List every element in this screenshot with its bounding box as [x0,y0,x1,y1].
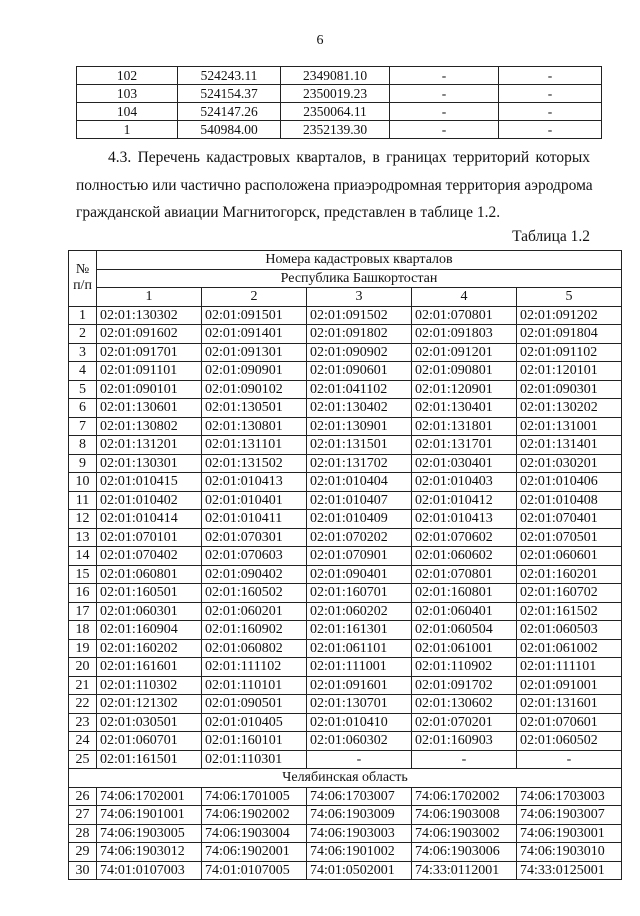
cadastral-number: 02:01:091602 [97,325,202,344]
cadastral-number: 02:01:010404 [307,473,412,492]
cadastral-number: 02:01:090902 [307,343,412,362]
row-number: 28 [69,824,97,843]
cadastral-number: 02:01:090501 [202,695,307,714]
row-number-header-label: № п/п [73,262,92,294]
cadastral-number: 02:01:010407 [307,491,412,510]
cadastral-number: 02:01:160903 [412,732,517,751]
cadastral-number: 02:01:060701 [97,732,202,751]
cadastral-number: 02:01:160902 [202,621,307,640]
row-number: 1 [69,306,97,325]
column-number: 4 [412,288,517,307]
cadastral-number: 02:01:130302 [97,306,202,325]
cadastral-number: 02:01:110902 [412,658,517,677]
cadastral-number: 02:01:111101 [517,658,622,677]
row-number: 5 [69,380,97,399]
cadastral-number: 02:01:131401 [517,436,622,455]
cadastral-number: 02:01:130601 [97,399,202,418]
cadastral-number: 74:06:1903007 [517,806,622,825]
cadastral-number: 02:01:010413 [202,473,307,492]
cadastral-number: 02:01:090301 [517,380,622,399]
table-title-header: Номера кадастровых кварталов [97,251,622,270]
cadastral-number: 74:06:1902002 [202,806,307,825]
cadastral-number: 02:01:091102 [517,343,622,362]
row-number: 10 [69,473,97,492]
coordinates-cell: - [499,121,602,139]
cadastral-number: 74:06:1903010 [517,843,622,862]
cadastral-number: 02:01:110301 [202,750,307,769]
coordinates-cell: 102 [77,67,178,85]
cadastral-number: 02:01:070301 [202,528,307,547]
cadastral-number: 74:06:1903006 [412,843,517,862]
cadastral-number: 02:01:091401 [202,325,307,344]
cadastral-number: 74:01:0107003 [97,861,202,880]
table-row [69,417,622,436]
region-header: Республика Башкортостан [97,269,622,288]
coordinates-row [77,103,602,121]
cadastral-number: 02:01:010403 [412,473,517,492]
row-number: 18 [69,621,97,640]
coordinates-cell: 540984.00 [178,121,281,139]
cadastral-number: 74:06:1903002 [412,824,517,843]
cadastral-number: 02:01:010401 [202,491,307,510]
cadastral-number: 02:01:091501 [202,306,307,325]
table-row [69,639,622,658]
cadastral-number: 74:06:1701005 [202,787,307,806]
paragraph-line: гражданской авиации Магнитогорск, представлен в таблице 1.2. [76,204,501,221]
row-number: 16 [69,584,97,603]
row-number: 9 [69,454,97,473]
row-number: 11 [69,491,97,510]
cadastral-number: 74:06:1903004 [202,824,307,843]
row-number: 17 [69,602,97,621]
cadastral-number: 02:01:131501 [307,436,412,455]
row-number: 6 [69,399,97,418]
cadastral-number: 02:01:010409 [307,510,412,529]
cadastral-number: 02:01:060502 [517,732,622,751]
cadastral-number: 02:01:060503 [517,621,622,640]
cadastral-number: 02:01:060201 [202,602,307,621]
cadastral-number: 02:01:130202 [517,399,622,418]
cadastral-number: 02:01:010415 [97,473,202,492]
cadastral-number: 02:01:120901 [412,380,517,399]
row-number: 2 [69,325,97,344]
cadastral-number: 02:01:131801 [412,417,517,436]
coordinates-row [77,85,602,103]
table-row [69,750,622,769]
table-row [69,806,622,825]
cadastral-number: 02:01:060601 [517,547,622,566]
paragraph-line: 4.3. Перечень кадастровых кварталов, в границах территорий которых [108,149,590,166]
row-number: 15 [69,565,97,584]
cadastral-quarters-table [68,250,622,880]
cadastral-number: - [412,750,517,769]
coordinates-cell: 524154.37 [178,85,281,103]
row-number: 21 [69,676,97,695]
cadastral-number: 02:01:030401 [412,454,517,473]
cadastral-number: 02:01:010412 [412,491,517,510]
coordinates-table-continuation [76,66,602,139]
coordinates-cell: 103 [77,85,178,103]
cadastral-number: 02:01:010411 [202,510,307,529]
cadastral-number: 02:01:160101 [202,732,307,751]
cadastral-number: 02:01:060504 [412,621,517,640]
row-number-header [69,251,97,307]
table-row [69,787,622,806]
cadastral-number: 02:01:061001 [412,639,517,658]
row-number: 25 [69,750,97,769]
cadastral-number: 02:01:060202 [307,602,412,621]
coordinates-row [77,121,602,139]
cadastral-number: 02:01:070602 [412,528,517,547]
table-row [69,584,622,603]
cadastral-number: 02:01:110101 [202,676,307,695]
row-number: 14 [69,547,97,566]
coordinates-cell: 524147.26 [178,103,281,121]
cadastral-number: 74:06:1702002 [412,787,517,806]
cadastral-number: 02:01:130401 [412,399,517,418]
cadastral-number: 02:01:130501 [202,399,307,418]
coordinates-cell: 104 [77,103,178,121]
page-number: 6 [316,33,324,48]
cadastral-number: 02:01:061101 [307,639,412,658]
cadastral-number: 02:01:091001 [517,676,622,695]
cadastral-number: 02:01:030501 [97,713,202,732]
cadastral-number: 02:01:070901 [307,547,412,566]
cadastral-number: 02:01:010406 [517,473,622,492]
cadastral-number: 02:01:161301 [307,621,412,640]
column-number: 3 [307,288,412,307]
coordinates-cell: 2352139.30 [281,121,390,139]
cadastral-number: 74:06:1702001 [97,787,202,806]
cadastral-number: - [517,750,622,769]
cadastral-number: 02:01:130802 [97,417,202,436]
row-number: 4 [69,362,97,381]
region-header: Челябинская область [69,769,622,788]
cadastral-number: 74:33:0125001 [517,861,622,880]
row-number: 23 [69,713,97,732]
cadastral-number: 74:06:1901001 [97,806,202,825]
cadastral-number: 02:01:060802 [202,639,307,658]
column-number: 2 [202,288,307,307]
table-row [69,565,622,584]
row-number: 22 [69,695,97,714]
table-row [69,362,622,381]
region-row [69,769,622,788]
cadastral-number: 02:01:091803 [412,325,517,344]
cadastral-number: 02:01:070101 [97,528,202,547]
cadastral-number: 02:01:160502 [202,584,307,603]
cadastral-number: 02:01:130901 [307,417,412,436]
row-number: 3 [69,343,97,362]
row-number: 26 [69,787,97,806]
coordinates-cell: - [499,103,602,121]
table-row [69,824,622,843]
cadastral-number: 74:06:1903008 [412,806,517,825]
coordinates-cell: - [390,85,499,103]
cadastral-number: 02:01:070401 [517,510,622,529]
cadastral-number: 02:01:121302 [97,695,202,714]
row-number: 13 [69,528,97,547]
cadastral-number: 02:01:130301 [97,454,202,473]
cadastral-number: 02:01:010410 [307,713,412,732]
cadastral-number: 02:01:041102 [307,380,412,399]
cadastral-number: 02:01:160201 [517,565,622,584]
cadastral-number: 02:01:131601 [517,695,622,714]
cadastral-number: 02:01:090801 [412,362,517,381]
cadastral-number: 02:01:131101 [202,436,307,455]
cadastral-number: 02:01:120101 [517,362,622,381]
coordinates-cell: - [499,67,602,85]
cadastral-number: 74:06:1901002 [307,843,412,862]
table-row [69,306,622,325]
column-number: 5 [517,288,622,307]
cadastral-number: 02:01:160904 [97,621,202,640]
cadastral-number: 02:01:060401 [412,602,517,621]
coordinates-cell: 524243.11 [178,67,281,85]
cadastral-number: 02:01:091201 [412,343,517,362]
row-number: 7 [69,417,97,436]
table-row [69,732,622,751]
cadastral-number: 02:01:010402 [97,491,202,510]
cadastral-number: 02:01:131502 [202,454,307,473]
coordinates-cell: - [390,67,499,85]
cadastral-number: 74:01:0107005 [202,861,307,880]
cadastral-number: 02:01:111001 [307,658,412,677]
cadastral-number: 02:01:160702 [517,584,622,603]
cadastral-number: - [307,750,412,769]
paragraph-line: полностью или частично расположена приаэродромная территория аэродрома [76,177,593,194]
cadastral-number: 02:01:130801 [202,417,307,436]
cadastral-number: 02:01:061002 [517,639,622,658]
cadastral-number: 02:01:090601 [307,362,412,381]
cadastral-number: 02:01:131001 [517,417,622,436]
cadastral-number: 02:01:010413 [412,510,517,529]
cadastral-number: 02:01:030201 [517,454,622,473]
table-row [69,473,622,492]
cadastral-number: 02:01:131702 [307,454,412,473]
cadastral-number: 02:01:161502 [517,602,622,621]
table-row [69,713,622,732]
cadastral-number: 02:01:090402 [202,565,307,584]
table-row [69,676,622,695]
column-number: 1 [97,288,202,307]
cadastral-number: 02:01:131201 [97,436,202,455]
cadastral-number: 02:01:130602 [412,695,517,714]
table-row [69,658,622,677]
coordinates-cell: 2350019.23 [281,85,390,103]
row-number: 12 [69,510,97,529]
row-number: 30 [69,861,97,880]
cadastral-number: 02:01:010405 [202,713,307,732]
cadastral-number: 02:01:090101 [97,380,202,399]
cadastral-number: 02:01:010408 [517,491,622,510]
table-row [69,436,622,455]
cadastral-number: 02:01:091101 [97,362,202,381]
cadastral-number: 74:33:0112001 [412,861,517,880]
cadastral-number: 02:01:091601 [307,676,412,695]
cadastral-number: 74:06:1703007 [307,787,412,806]
table-row [69,454,622,473]
cadastral-number: 02:01:091702 [412,676,517,695]
cadastral-number: 02:01:161601 [97,658,202,677]
cadastral-number: 02:01:091502 [307,306,412,325]
cadastral-number: 02:01:070801 [412,565,517,584]
table-row [69,861,622,880]
cadastral-number: 74:06:1903012 [97,843,202,862]
cadastral-number: 74:06:1902001 [202,843,307,862]
cadastral-number: 02:01:091802 [307,325,412,344]
table-row [69,510,622,529]
cadastral-number: 74:06:1903003 [307,824,412,843]
cadastral-number: 02:01:060301 [97,602,202,621]
cadastral-number: 02:01:161501 [97,750,202,769]
cadastral-number: 02:01:070201 [412,713,517,732]
cadastral-number: 02:01:070601 [517,713,622,732]
cadastral-number: 74:06:1903009 [307,806,412,825]
cadastral-number: 02:01:130402 [307,399,412,418]
cadastral-number: 74:06:1703003 [517,787,622,806]
coordinates-cell: 1 [77,121,178,139]
row-number: 27 [69,806,97,825]
cadastral-number: 74:06:1903005 [97,824,202,843]
table-row [69,343,622,362]
cadastral-number: 02:01:091202 [517,306,622,325]
cadastral-number: 02:01:090401 [307,565,412,584]
cadastral-number: 02:01:070402 [97,547,202,566]
cadastral-number: 02:01:091804 [517,325,622,344]
table-row [69,621,622,640]
cadastral-number: 74:01:0502001 [307,861,412,880]
cadastral-number: 02:01:131701 [412,436,517,455]
row-number: 24 [69,732,97,751]
cadastral-number: 02:01:091301 [202,343,307,362]
cadastral-number: 02:01:130701 [307,695,412,714]
table-row [69,528,622,547]
cadastral-number: 74:06:1903001 [517,824,622,843]
cadastral-number: 02:01:090102 [202,380,307,399]
table-row [69,602,622,621]
row-number: 8 [69,436,97,455]
cadastral-number: 02:01:010414 [97,510,202,529]
table-row [69,695,622,714]
cadastral-number: 02:01:070501 [517,528,622,547]
table-row [69,843,622,862]
table-row [69,325,622,344]
cadastral-number: 02:01:160501 [97,584,202,603]
row-number: 29 [69,843,97,862]
table-caption: Таблица 1.2 [512,228,590,245]
table-row [69,380,622,399]
cadastral-number: 02:01:060302 [307,732,412,751]
cadastral-number: 02:01:160202 [97,639,202,658]
coordinates-cell: - [390,103,499,121]
coordinates-cell: - [499,85,602,103]
coordinates-cell: 2350064.11 [281,103,390,121]
cadastral-number: 02:01:110302 [97,676,202,695]
coordinates-cell: - [390,121,499,139]
cadastral-number: 02:01:070202 [307,528,412,547]
table-row [69,399,622,418]
cadastral-number: 02:01:060602 [412,547,517,566]
row-number: 19 [69,639,97,658]
coordinates-cell: 2349081.10 [281,67,390,85]
cadastral-number: 02:01:160801 [412,584,517,603]
cadastral-number: 02:01:070603 [202,547,307,566]
table-row [69,491,622,510]
coordinates-row [77,67,602,85]
cadastral-number: 02:01:060801 [97,565,202,584]
table-row [69,547,622,566]
cadastral-number: 02:01:091701 [97,343,202,362]
row-number: 20 [69,658,97,677]
cadastral-number: 02:01:070801 [412,306,517,325]
cadastral-number: 02:01:111102 [202,658,307,677]
cadastral-number: 02:01:160701 [307,584,412,603]
cadastral-number: 02:01:090901 [202,362,307,381]
